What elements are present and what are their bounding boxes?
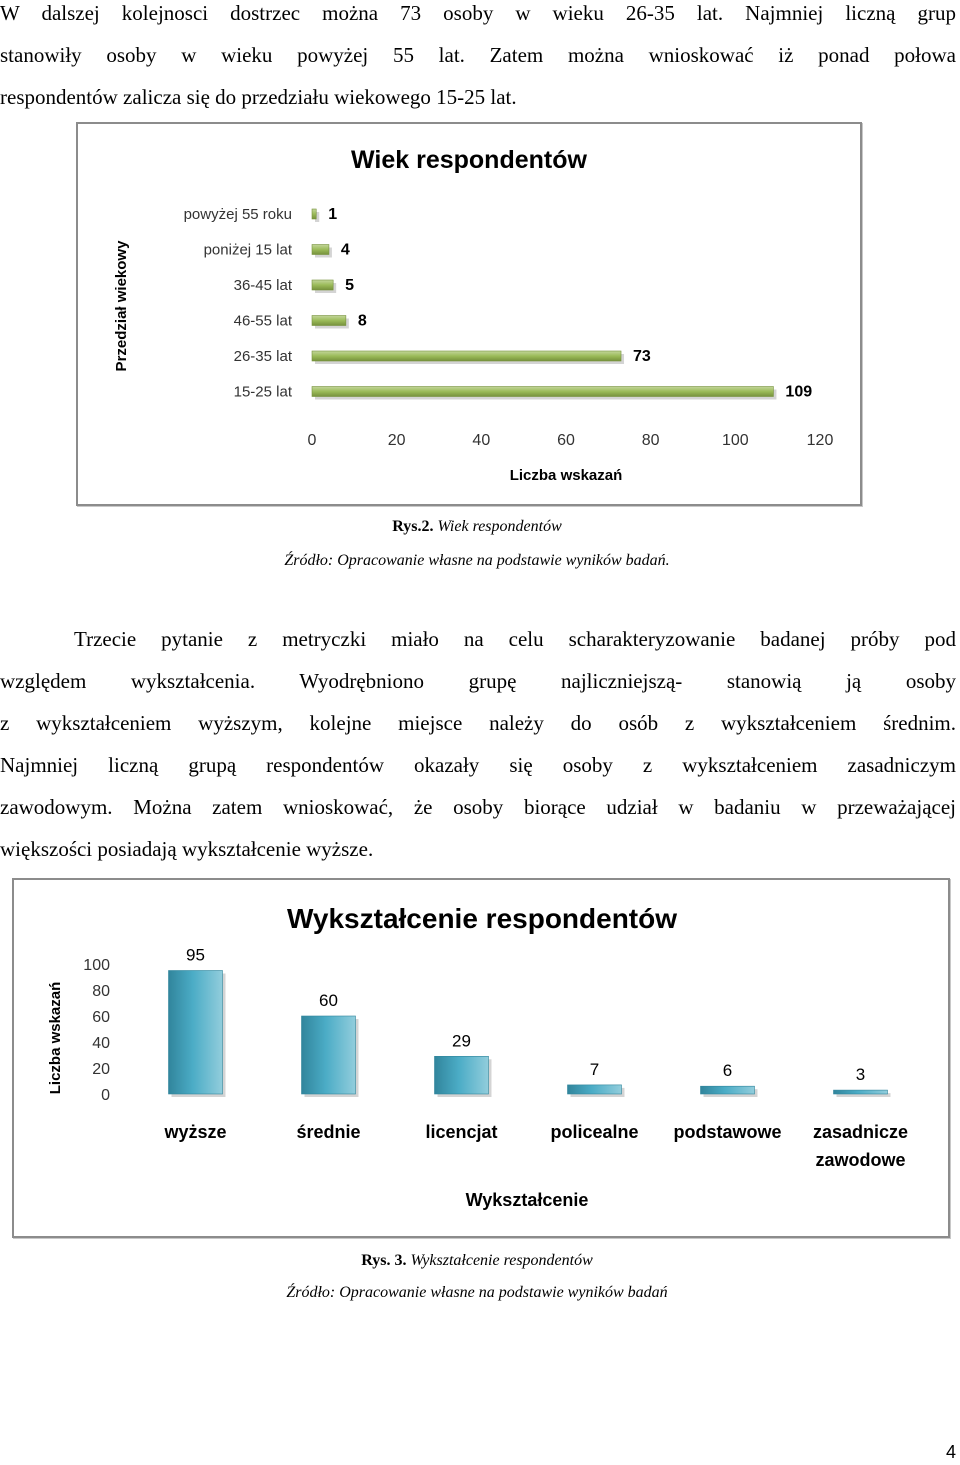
chart-title: Wykształcenie respondentów — [286, 903, 678, 934]
bar — [312, 351, 621, 361]
data-label: 8 — [357, 312, 367, 330]
education-bar-chart — [14, 880, 948, 1236]
bar — [435, 1056, 489, 1094]
category-label: 46-55 lat — [233, 312, 292, 330]
bar — [568, 1085, 622, 1094]
category-label: podstawowe — [673, 1122, 782, 1142]
x-tick-label: 80 — [641, 432, 660, 449]
figure-2-title: Wiek respondentów — [437, 518, 562, 535]
x-tick-label: 40 — [472, 432, 491, 449]
category-label: 36-45 lat — [233, 277, 292, 294]
page-number: 4 — [945, 1442, 956, 1462]
text-line: większości posiadają wykształcenie wyższe. — [0, 837, 374, 861]
category-label: zawodowe — [815, 1150, 906, 1170]
y-tick-label: 40 — [92, 1035, 110, 1052]
x-tick-label: 20 — [387, 432, 406, 449]
text-line: względem wykształcenia. Wyodrębniono grupę najliczniejszą- stanowią ją osoby — [0, 669, 956, 693]
x-tick-label: 100 — [721, 432, 749, 449]
category-label: poniżej 15 lat — [203, 241, 292, 259]
data-label: 1 — [328, 206, 338, 223]
text-line: zawodowym. Można zatem wnioskować, że osoby biorące udział w badaniu w przeważającej — [0, 795, 956, 819]
data-label: 6 — [722, 1061, 733, 1081]
data-label: 4 — [340, 241, 350, 259]
bar — [312, 245, 329, 255]
category-label: policealne — [550, 1122, 639, 1142]
chart-title: Wiek respondentów — [351, 146, 587, 174]
y-tick-label: 20 — [92, 1061, 110, 1078]
bar — [312, 209, 316, 219]
text-line: Najmniej liczną grupą respondentów okazały się osoby z wykształceniem zasadniczym — [0, 753, 956, 777]
data-label: 3 — [855, 1065, 866, 1085]
text-line: z wykształceniem wyższym, kolejne miejsce należy do osób z wykształceniem średnim. — [0, 711, 956, 735]
paragraph-age-summary — [0, 0, 956, 118]
text-line: Trzecie pytanie z metryczki miało na celu scharakteryzowanie badanej próby pod — [74, 627, 956, 651]
bar — [312, 280, 333, 290]
text-line: stanowiły osoby w wieku powyżej 55 lat. Zatem można wnioskować iż ponad połowa — [0, 43, 956, 67]
figure-3-source: Źródło: Opracowanie własne na podstawie wyników badań — [286, 1284, 668, 1301]
figure-2-label: Rys.2. — [392, 518, 434, 535]
category-label: licencjat — [425, 1122, 498, 1142]
y-axis-title: Liczba wskazań — [47, 981, 64, 1095]
data-label: 95 — [186, 945, 205, 965]
figure-3-label: Rys. 3. — [361, 1252, 407, 1269]
y-tick-label: 80 — [92, 983, 110, 1000]
x-axis-title: Liczba wskazań — [509, 467, 623, 484]
figure-3-caption — [0, 1252, 960, 1270]
bar — [169, 971, 223, 1095]
category-label: 15-25 lat — [233, 383, 292, 401]
data-label: 29 — [452, 1031, 471, 1051]
bar — [834, 1090, 888, 1094]
age-chart-frame — [76, 122, 862, 506]
paragraph-education-summary — [0, 618, 956, 870]
category-label: 26-35 lat — [233, 348, 292, 365]
x-tick-label: 120 — [806, 432, 834, 449]
bar — [312, 316, 346, 326]
data-label: 109 — [785, 383, 813, 401]
education-chart-frame — [12, 878, 950, 1238]
data-label: 5 — [345, 277, 355, 294]
bar — [312, 387, 773, 397]
bar — [701, 1086, 755, 1094]
text-line: W dalszej kolejnosci dostrzec można 73 osoby w wieku 26-35 lat. Najmniej liczną grup — [0, 1, 956, 25]
y-tick-label: 60 — [92, 1009, 110, 1026]
category-label: zasadnicze — [812, 1122, 909, 1142]
data-label: 60 — [319, 991, 338, 1010]
figure-2-source: Źródło: Opracowanie własne na podstawie wyników badań. — [284, 552, 670, 569]
category-label: wyższe — [164, 1122, 227, 1142]
y-tick-label: 0 — [101, 1087, 110, 1104]
figure-2-caption — [0, 518, 960, 536]
category-label: średnie — [296, 1122, 361, 1142]
data-label: 7 — [589, 1059, 600, 1079]
x-tick-label: 0 — [307, 432, 317, 449]
figure-3-title: Wykształcenie respondentów — [410, 1252, 593, 1269]
bar — [302, 1016, 356, 1094]
category-label: powyżej 55 roku — [183, 206, 292, 223]
age-bar-chart — [78, 124, 860, 504]
data-label: 73 — [633, 348, 651, 365]
x-axis-title: Wykształcenie — [465, 1190, 589, 1210]
y-axis-title: Przedział wiekowy — [113, 240, 130, 372]
x-tick-label: 60 — [557, 432, 575, 449]
text-line: respondentów zalicza się do przedziału wiekowego 15-25 lat. — [0, 85, 517, 109]
y-tick-label: 100 — [83, 957, 110, 974]
